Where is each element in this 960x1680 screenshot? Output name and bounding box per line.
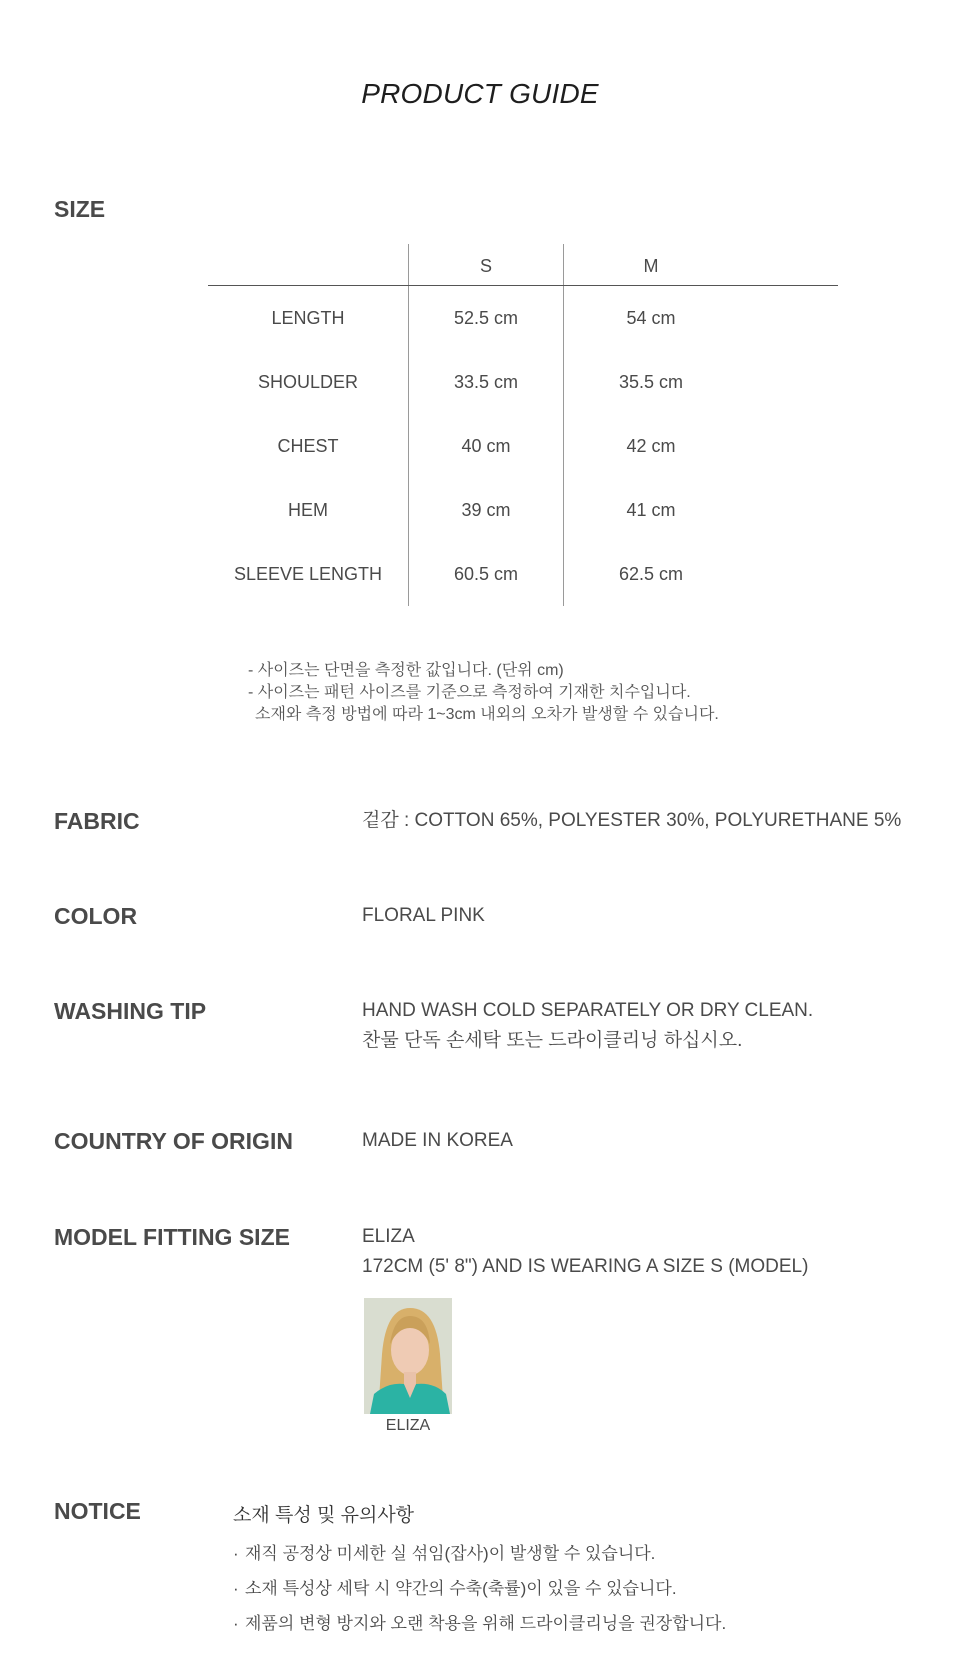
table-divider <box>408 244 409 606</box>
size-table <box>208 244 838 606</box>
notice-title: 소재 특성 및 유의사항 <box>233 1505 415 1526</box>
model-photo <box>364 1298 452 1414</box>
size-note: - 사이즈는 단면을 측정한 값입니다. (단위 cm) <box>248 662 564 679</box>
size-column-m: M <box>643 256 659 276</box>
size-note: 소재와 측정 방법에 따라 1~3cm 내외의 오차가 발생할 수 있습니다. <box>255 706 719 723</box>
model-detail: 172CM (5' 8") AND IS WEARING A SIZE S (MODEL) <box>362 1256 809 1277</box>
page-title: PRODUCT GUIDE <box>361 78 599 109</box>
row-value-m: 35.5 cm <box>618 372 684 392</box>
model-value <box>362 1222 808 1282</box>
model-caption: ELIZA <box>385 1417 431 1434</box>
list-item <box>233 1536 726 1571</box>
row-value-s: 40 cm <box>461 436 511 456</box>
size-column-s: S <box>479 256 492 276</box>
row-label: SHOULDER <box>257 372 359 392</box>
table-header-rule <box>208 285 838 286</box>
fabric-heading: FABRIC <box>54 808 140 834</box>
washing-value <box>362 996 813 1056</box>
list-item <box>233 1606 726 1641</box>
row-value-m: 54 cm <box>626 308 676 328</box>
fabric-value: 겉감 : COTTON 65%, POLYESTER 30%, POLYURETHANE 5% <box>362 810 902 831</box>
origin-value: MADE IN KOREA <box>362 1130 513 1151</box>
notice-text: 제품의 변형 방지와 오랜 착용을 위해 드라이클리닝을 권장합니다. <box>245 1614 727 1633</box>
row-label: SLEEVE LENGTH <box>233 564 383 584</box>
bullet: · <box>233 1544 239 1563</box>
notice-heading: NOTICE <box>54 1498 141 1524</box>
table-divider <box>563 244 564 606</box>
row-value-m: 41 cm <box>626 500 676 520</box>
bullet: · <box>233 1579 239 1598</box>
row-value-s: 60.5 cm <box>453 564 519 584</box>
row-value-m: 42 cm <box>626 436 676 456</box>
row-value-m: 62.5 cm <box>618 564 684 584</box>
washing-heading: WASHING TIP <box>54 998 207 1024</box>
row-label: HEM <box>288 500 328 520</box>
model-name: ELIZA <box>362 1226 415 1247</box>
row-value-s: 39 cm <box>461 500 511 520</box>
notice-text: 재직 공정상 미세한 실 섞임(잡사)이 발생할 수 있습니다. <box>245 1544 656 1563</box>
size-notes <box>248 660 719 726</box>
color-value: FLORAL PINK <box>362 905 485 926</box>
origin-heading: COUNTRY OF ORIGIN <box>54 1128 293 1154</box>
size-heading: SIZE <box>54 196 106 222</box>
size-note: - 사이즈는 패턴 사이즈를 기준으로 측정하여 기재한 치수입니다. <box>248 684 691 701</box>
row-value-s: 33.5 cm <box>453 372 519 392</box>
washing-line-en: HAND WASH COLD SEPARATELY OR DRY CLEAN. <box>362 1000 814 1021</box>
row-label: LENGTH <box>271 308 345 328</box>
notice-text: 소재 특성상 세탁 시 약간의 수축(축률)이 있을 수 있습니다. <box>245 1579 677 1598</box>
list-item <box>233 1571 726 1606</box>
bullet: · <box>233 1614 239 1633</box>
washing-line-ko: 찬물 단독 손세탁 또는 드라이클리닝 하십시오. <box>362 1030 743 1051</box>
notice-list <box>233 1536 726 1641</box>
color-heading: COLOR <box>54 903 138 929</box>
row-value-s: 52.5 cm <box>453 308 519 328</box>
model-heading: MODEL FITTING SIZE <box>54 1224 290 1250</box>
row-label: CHEST <box>277 436 339 456</box>
